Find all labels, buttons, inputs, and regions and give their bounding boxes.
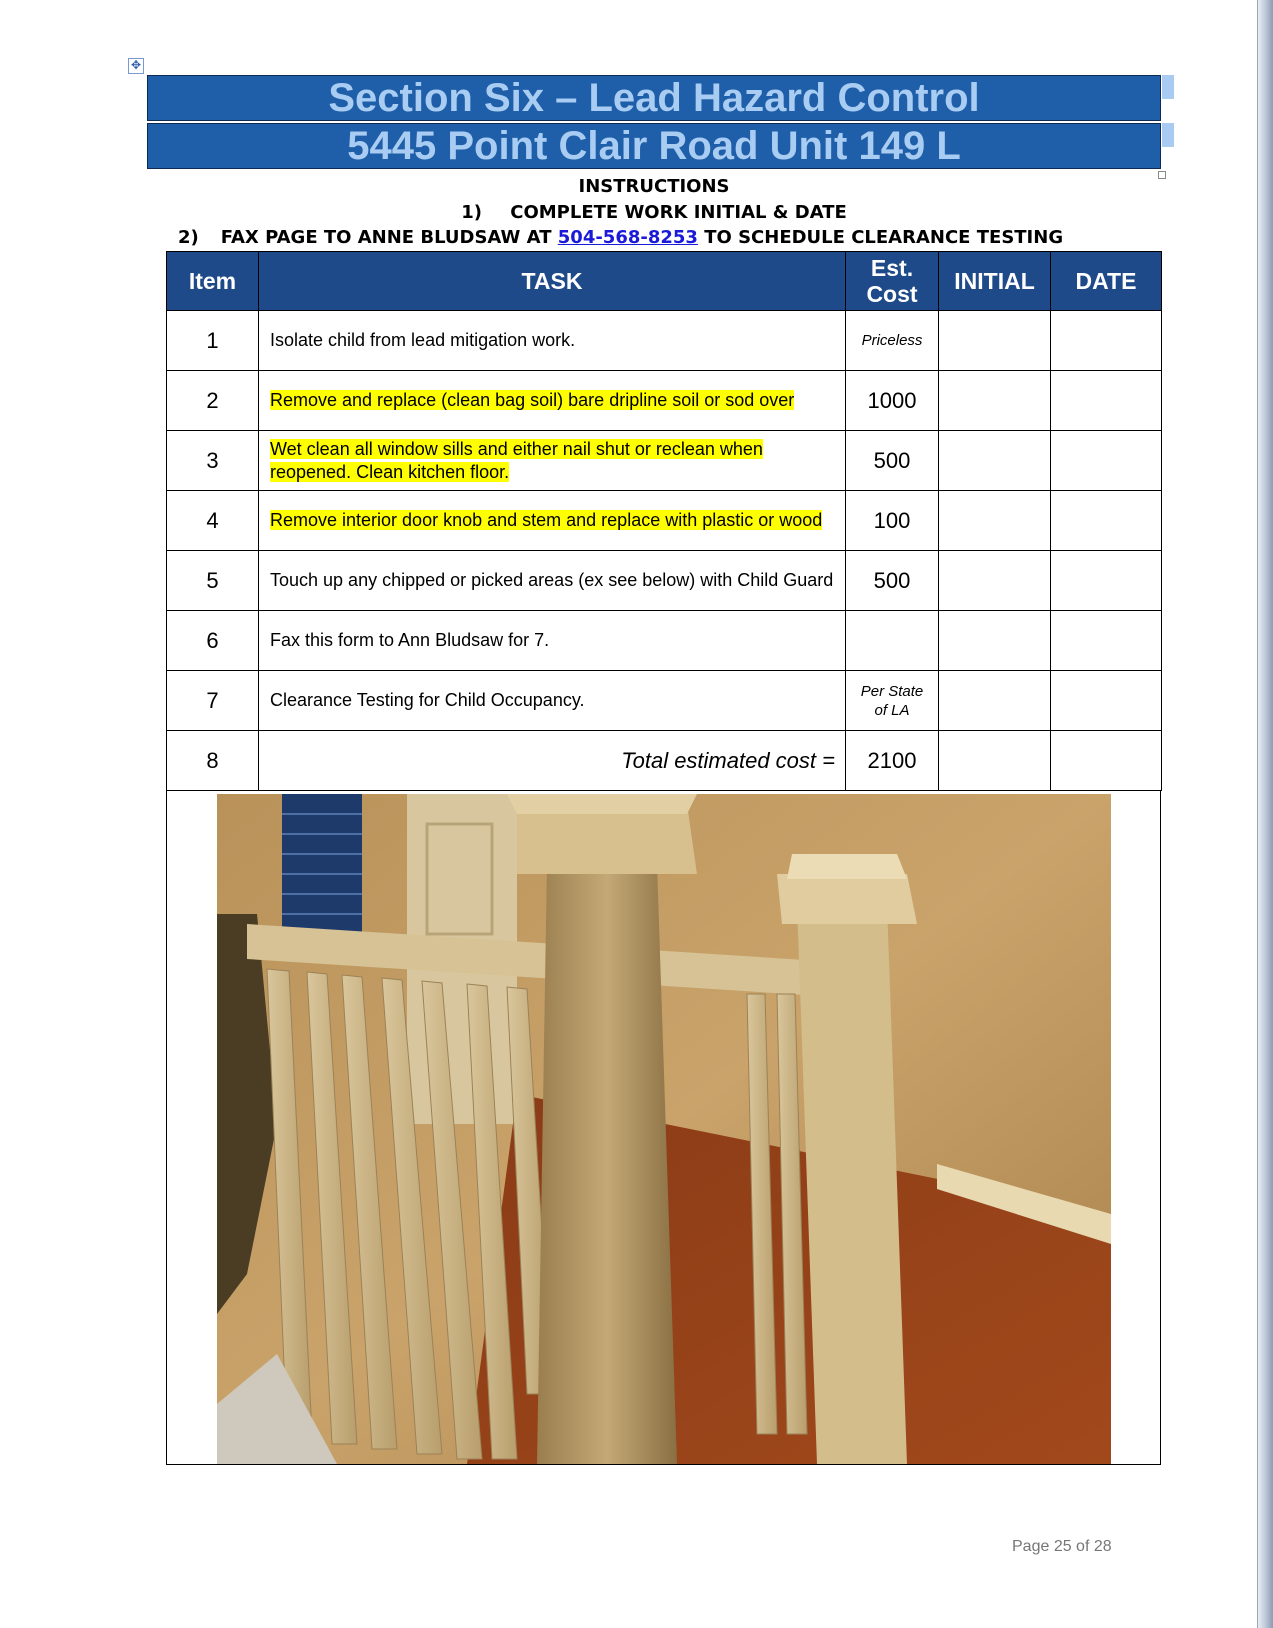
item-number: 3 — [167, 431, 259, 491]
date-cell[interactable] — [1051, 551, 1162, 611]
table-header-row — [167, 252, 1162, 311]
total-label: Total estimated cost = — [259, 731, 846, 791]
initial-cell[interactable] — [939, 311, 1051, 371]
cost-value: 100 — [846, 491, 939, 551]
task-label: Touch up any chipped or picked areas (ex see below) with Child Guard — [270, 570, 834, 590]
instruction-step-2 — [178, 227, 1063, 249]
initial-cell[interactable] — [939, 611, 1051, 671]
step-number: 2) — [178, 227, 199, 248]
initial-cell[interactable] — [939, 551, 1051, 611]
page-number: Page 25 of 28 — [1012, 1538, 1112, 1555]
cost-value: 1000 — [846, 371, 939, 431]
task-text — [259, 551, 846, 611]
date-cell[interactable] — [1051, 731, 1162, 791]
task-text — [259, 371, 846, 431]
initial-cell[interactable] — [939, 491, 1051, 551]
table-row — [167, 311, 1162, 371]
item-number: 5 — [167, 551, 259, 611]
initial-cell[interactable] — [939, 371, 1051, 431]
task-label-highlighted: Remove and replace (clean bag soil) bare dripline soil or sod over — [270, 390, 795, 410]
task-table — [166, 251, 1162, 791]
step-number: 1) — [461, 202, 482, 223]
task-text — [259, 611, 846, 671]
date-cell[interactable] — [1051, 611, 1162, 671]
task-text — [259, 311, 846, 371]
table-row — [167, 431, 1162, 491]
step-text-pre: FAX PAGE TO ANNE BLUDSAW AT — [220, 227, 552, 248]
task-text — [259, 491, 846, 551]
cost-value: 500 — [846, 551, 939, 611]
cost-value — [846, 611, 939, 671]
instructions-heading: INSTRUCTIONS — [578, 176, 730, 197]
step-text-post: TO SCHEDULE CLEARANCE TESTING — [704, 227, 1064, 248]
phone-link[interactable]: 504-568-8253 — [557, 227, 698, 248]
task-label-highlighted: Wet clean all window sills and either nail shut or reclean when reopened. Clean kitchen floor. — [270, 438, 763, 482]
table-row — [167, 671, 1162, 731]
instruction-step-1 — [147, 202, 1161, 224]
date-cell[interactable] — [1051, 671, 1162, 731]
header-cost-line2: Cost — [866, 281, 918, 307]
selection-marker — [1162, 123, 1174, 147]
item-number: 7 — [167, 671, 259, 731]
address-title: 5445 Point Clair Road Unit 149 L — [147, 123, 1161, 169]
header-task: TASK — [259, 252, 846, 311]
cost-line1: Per State — [860, 682, 924, 700]
window-right-edge — [1258, 0, 1273, 1628]
total-cost-value: 2100 — [846, 731, 939, 791]
table-move-icon[interactable]: ✥ — [128, 58, 144, 74]
item-number: 8 — [167, 731, 259, 791]
date-cell[interactable] — [1051, 431, 1162, 491]
header-cost-line1: Est. — [870, 255, 914, 281]
date-cell[interactable] — [1051, 491, 1162, 551]
header-item: Item — [167, 252, 259, 311]
item-number: 6 — [167, 611, 259, 671]
initial-cell[interactable] — [939, 671, 1051, 731]
table-row — [167, 551, 1162, 611]
task-text — [259, 431, 846, 491]
initial-cell[interactable] — [939, 431, 1051, 491]
task-label: Clearance Testing for Child Occupancy. — [270, 690, 585, 710]
task-text — [259, 671, 846, 731]
cost-value — [846, 671, 939, 731]
step-text: COMPLETE WORK INITIAL & DATE — [510, 202, 847, 223]
table-row — [167, 611, 1162, 671]
section-title: Section Six – Lead Hazard Control — [147, 75, 1161, 121]
date-cell[interactable] — [1051, 371, 1162, 431]
selection-marker — [1162, 75, 1174, 99]
table-row-total — [167, 731, 1162, 791]
task-label-highlighted: Remove interior door knob and stem and replace with plastic or wood — [270, 510, 823, 530]
task-label: Isolate child from lead mitigation work. — [270, 330, 576, 350]
cost-value: Priceless — [846, 311, 939, 371]
item-number: 4 — [167, 491, 259, 551]
cost-value: 500 — [846, 431, 939, 491]
table-row — [167, 371, 1162, 431]
table-row — [167, 491, 1162, 551]
cost-line2: of LA — [874, 701, 910, 719]
item-number: 1 — [167, 311, 259, 371]
header-cost — [846, 252, 939, 311]
initial-cell[interactable] — [939, 731, 1051, 791]
task-label: Fax this form to Ann Bludsaw for 7. — [270, 630, 550, 650]
date-cell[interactable] — [1051, 311, 1162, 371]
staircase-railing-photo — [217, 794, 1111, 1464]
item-number: 2 — [167, 371, 259, 431]
header-date: DATE — [1051, 252, 1162, 311]
header-initial: INITIAL — [939, 252, 1051, 311]
